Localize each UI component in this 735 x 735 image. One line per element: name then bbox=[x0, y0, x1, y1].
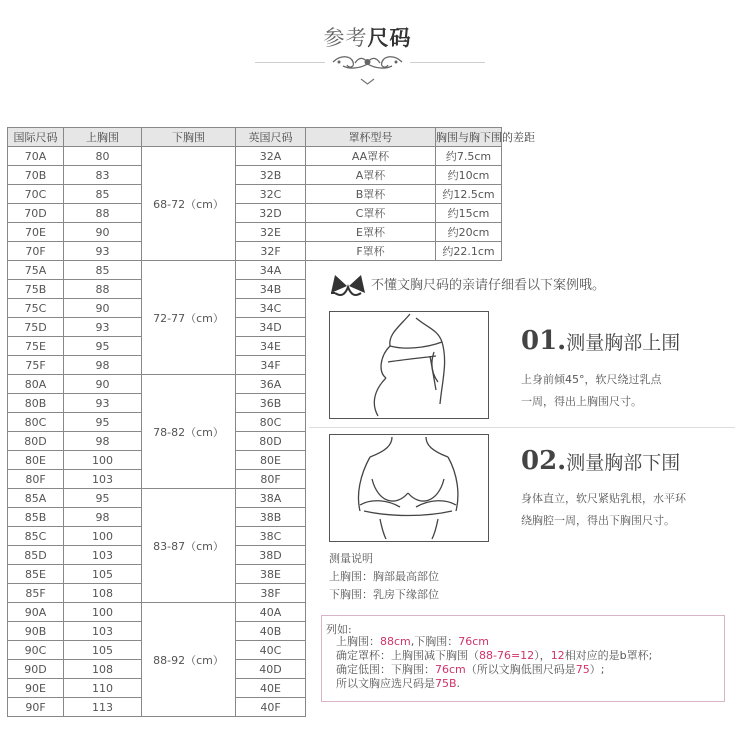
cell-bust: 93 bbox=[64, 318, 142, 337]
cell-intl-size: 75E bbox=[8, 337, 64, 356]
cell-bust: 100 bbox=[64, 451, 142, 470]
cell-bust: 90 bbox=[64, 299, 142, 318]
hint-text: 不懂文胸尺码的亲请仔细看以下案例哦。 bbox=[371, 278, 606, 293]
cell-cup-type: F罩杯 bbox=[306, 242, 436, 261]
cell-intl-size: 90E bbox=[8, 679, 64, 698]
cell-intl-size: 70E bbox=[8, 223, 64, 242]
illustration-upper-bust bbox=[329, 311, 489, 419]
cell-bust: 95 bbox=[64, 413, 142, 432]
cell-intl-size: 70A bbox=[8, 147, 64, 166]
underbust-range: 83-87 bbox=[153, 539, 186, 553]
cell-bust: 95 bbox=[64, 337, 142, 356]
cell-uk-size: 40A bbox=[236, 603, 306, 622]
cell-intl-size: 80A bbox=[8, 375, 64, 394]
table-header-row bbox=[8, 128, 502, 147]
cell-bust: 105 bbox=[64, 641, 142, 660]
header-intl-size: 国际尺码 bbox=[8, 128, 64, 147]
cell-bust: 90 bbox=[64, 223, 142, 242]
cell-intl-size: 85A bbox=[8, 489, 64, 508]
cell-uk-size: 38B bbox=[236, 508, 306, 527]
underbust-figure-icon bbox=[330, 435, 488, 541]
step1-heading: 测量胸部上围 bbox=[566, 332, 681, 354]
cell-intl-size: 90B bbox=[8, 622, 64, 641]
cell-difference: 约15cm bbox=[436, 204, 502, 223]
cell-difference: 约22.1cm bbox=[436, 242, 502, 261]
step2-title bbox=[521, 446, 680, 476]
example-l4-text2: . bbox=[456, 677, 461, 690]
cell-intl-size: 90A bbox=[8, 603, 64, 622]
example-l4-size: 75B bbox=[435, 677, 457, 690]
example-l3-band: 75 bbox=[575, 663, 590, 676]
cell-cup-type: AA罩杯 bbox=[306, 147, 436, 166]
cell-intl-size: 80B bbox=[8, 394, 64, 413]
bra-icon bbox=[329, 269, 367, 297]
cell-uk-size: 32C bbox=[236, 185, 306, 204]
page-title bbox=[0, 22, 735, 52]
cell-uk-size: 34D bbox=[236, 318, 306, 337]
cell-uk-size: 38F bbox=[236, 584, 306, 603]
example-l1-text: 上胸围： bbox=[336, 635, 380, 648]
ornament-icon bbox=[325, 52, 410, 88]
measurement-guide bbox=[309, 260, 735, 735]
cell-intl-size: 75B bbox=[8, 280, 64, 299]
cell-uk-size: 32B bbox=[236, 166, 306, 185]
notes-title: 测量说明 bbox=[329, 552, 373, 565]
cell-bust: 80 bbox=[64, 147, 142, 166]
header-difference: 胸围与胸下围的差距 bbox=[436, 128, 502, 147]
table-row bbox=[8, 242, 502, 261]
cell-bust: 113 bbox=[64, 698, 142, 717]
cell-underbust bbox=[142, 375, 236, 489]
cell-uk-size: 32A bbox=[236, 147, 306, 166]
cell-bust: 95 bbox=[64, 489, 142, 508]
cell-uk-size: 80D bbox=[236, 432, 306, 451]
cell-underbust bbox=[142, 603, 236, 717]
cell-uk-size: 38E bbox=[236, 565, 306, 584]
measurement-notes bbox=[329, 550, 439, 604]
example-l2-text: 确定罩杯：上胸围减下胸围（ bbox=[336, 649, 479, 662]
cell-uk-size: 32E bbox=[236, 223, 306, 242]
cell-bust: 85 bbox=[64, 185, 142, 204]
cell-bust: 85 bbox=[64, 261, 142, 280]
title-light: 参考 bbox=[323, 26, 368, 50]
example-l3-text: 确定低围：下胸围： bbox=[336, 663, 435, 676]
cell-intl-size: 85C bbox=[8, 527, 64, 546]
cell-bust: 108 bbox=[64, 660, 142, 679]
cell-bust: 90 bbox=[64, 375, 142, 394]
cell-underbust bbox=[142, 489, 236, 603]
step2-number: 02. bbox=[521, 446, 567, 476]
underbust-unit: （cm） bbox=[185, 539, 224, 553]
cell-intl-size: 70C bbox=[8, 185, 64, 204]
cell-bust: 100 bbox=[64, 527, 142, 546]
table-row bbox=[8, 204, 502, 223]
table-row bbox=[8, 185, 502, 204]
cell-intl-size: 75C bbox=[8, 299, 64, 318]
example-lines bbox=[336, 635, 652, 691]
cell-intl-size: 75A bbox=[8, 261, 64, 280]
header-uk-size: 英国尺码 bbox=[236, 128, 306, 147]
step1-number: 01. bbox=[521, 326, 567, 356]
section-divider bbox=[309, 427, 735, 428]
cell-uk-size: 32F bbox=[236, 242, 306, 261]
cell-intl-size: 80E bbox=[8, 451, 64, 470]
cell-bust: 83 bbox=[64, 166, 142, 185]
example-l4-text: 所以文胸应选尺码是 bbox=[336, 677, 435, 690]
cell-intl-size: 90D bbox=[8, 660, 64, 679]
cell-intl-size: 75D bbox=[8, 318, 64, 337]
underbust-unit: （cm） bbox=[185, 197, 224, 211]
cell-bust: 100 bbox=[64, 603, 142, 622]
underbust-unit: （cm） bbox=[185, 311, 224, 325]
cell-underbust bbox=[142, 261, 236, 375]
cell-uk-size: 34F bbox=[236, 356, 306, 375]
cell-intl-size: 85F bbox=[8, 584, 64, 603]
cell-intl-size: 75F bbox=[8, 356, 64, 375]
example-label: 列如: bbox=[326, 623, 352, 636]
step1-desc-line1: 上身前倾45°，软尺绕过乳点 bbox=[521, 373, 662, 386]
cell-uk-size: 40E bbox=[236, 679, 306, 698]
cell-intl-size: 70F bbox=[8, 242, 64, 261]
cell-intl-size: 80F bbox=[8, 470, 64, 489]
example-l3-text3: ）; bbox=[589, 663, 605, 676]
example-box bbox=[321, 615, 725, 702]
notes-line2: 下胸围：乳房下缘部位 bbox=[329, 588, 439, 601]
cell-uk-size: 40F bbox=[236, 698, 306, 717]
table-row bbox=[8, 223, 502, 242]
example-l1-text2: ,下胸围： bbox=[410, 635, 459, 648]
example-line4 bbox=[336, 677, 652, 691]
header-bust: 上胸围 bbox=[64, 128, 142, 147]
cell-cup-type: A罩杯 bbox=[306, 166, 436, 185]
cell-uk-size: 38C bbox=[236, 527, 306, 546]
cell-difference: 约20cm bbox=[436, 223, 502, 242]
cell-bust: 103 bbox=[64, 622, 142, 641]
cell-uk-size: 34B bbox=[236, 280, 306, 299]
illustration-underbust bbox=[329, 434, 489, 542]
cell-uk-size: 36A bbox=[236, 375, 306, 394]
example-l2-formula: 88-76=12 bbox=[479, 649, 535, 662]
cell-intl-size: 90F bbox=[8, 698, 64, 717]
cell-uk-size: 40B bbox=[236, 622, 306, 641]
cell-uk-size: 80E bbox=[236, 451, 306, 470]
step2-desc-line1: 身体直立，软尺紧贴乳根，水平环 bbox=[521, 492, 686, 505]
step1-desc-line2: 一周，得出上胸围尺寸。 bbox=[521, 395, 642, 408]
cell-intl-size: 85D bbox=[8, 546, 64, 565]
step1-description bbox=[521, 369, 662, 413]
example-l3-text2: （所以文胸低围尺码是 bbox=[465, 663, 576, 676]
example-l2-text2: ）， bbox=[534, 649, 551, 662]
title-bold: 尺码 bbox=[367, 26, 412, 50]
cell-uk-size: 38D bbox=[236, 546, 306, 565]
step1-title bbox=[521, 326, 680, 356]
example-l2-diff: 12 bbox=[550, 649, 565, 662]
example-l3-underbust: 76cm bbox=[435, 663, 466, 676]
cell-underbust bbox=[142, 147, 236, 261]
cell-uk-size: 80C bbox=[236, 413, 306, 432]
upper-bust-figure-icon bbox=[330, 312, 488, 418]
cell-intl-size: 70D bbox=[8, 204, 64, 223]
cell-bust: 88 bbox=[64, 280, 142, 299]
cell-cup-type: E罩杯 bbox=[306, 223, 436, 242]
cell-bust: 110 bbox=[64, 679, 142, 698]
table-row bbox=[8, 147, 502, 166]
cell-bust: 98 bbox=[64, 432, 142, 451]
cell-uk-size: 34C bbox=[236, 299, 306, 318]
cell-uk-size: 36B bbox=[236, 394, 306, 413]
underbust-range: 78-82 bbox=[153, 425, 186, 439]
cell-uk-size: 38A bbox=[236, 489, 306, 508]
underbust-unit: （cm） bbox=[185, 653, 224, 667]
table-row bbox=[8, 166, 502, 185]
example-l2-text3: 相对应的是b罩杯; bbox=[564, 649, 653, 662]
cell-intl-size: 85B bbox=[8, 508, 64, 527]
cell-bust: 93 bbox=[64, 242, 142, 261]
cell-bust: 98 bbox=[64, 508, 142, 527]
underbust-range: 72-77 bbox=[153, 311, 186, 325]
header-cup-type: 罩杯型号 bbox=[306, 128, 436, 147]
cell-intl-size: 70B bbox=[8, 166, 64, 185]
cell-uk-size: 34E bbox=[236, 337, 306, 356]
title-rule-left bbox=[255, 62, 325, 63]
notes-line1: 上胸围：胸部最高部位 bbox=[329, 570, 439, 583]
cell-intl-size: 80D bbox=[8, 432, 64, 451]
step2-desc-line2: 绕胸腔一周，得出下胸围尺寸。 bbox=[521, 514, 675, 527]
cell-difference: 约12.5cm bbox=[436, 185, 502, 204]
cell-uk-size: 34A bbox=[236, 261, 306, 280]
cell-difference: 约7.5cm bbox=[436, 147, 502, 166]
underbust-range: 68-72 bbox=[153, 197, 186, 211]
cell-bust: 103 bbox=[64, 470, 142, 489]
cell-uk-size: 40C bbox=[236, 641, 306, 660]
cell-bust: 98 bbox=[64, 356, 142, 375]
step2-heading: 测量胸部下围 bbox=[566, 452, 681, 474]
example-line1 bbox=[336, 635, 652, 649]
example-l1-bust: 88cm bbox=[380, 635, 411, 648]
cell-bust: 108 bbox=[64, 584, 142, 603]
example-l1-underbust: 76cm bbox=[458, 635, 490, 648]
underbust-range: 88-92 bbox=[153, 653, 186, 667]
cell-cup-type: B罩杯 bbox=[306, 185, 436, 204]
cell-intl-size: 85E bbox=[8, 565, 64, 584]
cell-bust: 103 bbox=[64, 546, 142, 565]
header-underbust: 下胸围 bbox=[142, 128, 236, 147]
cell-uk-size: 40D bbox=[236, 660, 306, 679]
title-rule-right bbox=[410, 62, 485, 63]
underbust-unit: （cm） bbox=[185, 425, 224, 439]
cell-intl-size: 80C bbox=[8, 413, 64, 432]
example-line3 bbox=[336, 663, 652, 677]
cell-difference: 约10cm bbox=[436, 166, 502, 185]
cell-uk-size: 80F bbox=[236, 470, 306, 489]
cell-cup-type: C罩杯 bbox=[306, 204, 436, 223]
cell-bust: 88 bbox=[64, 204, 142, 223]
cell-bust: 93 bbox=[64, 394, 142, 413]
cell-uk-size: 32D bbox=[236, 204, 306, 223]
example-line2 bbox=[336, 649, 652, 663]
step2-description bbox=[521, 488, 686, 532]
cell-bust: 105 bbox=[64, 565, 142, 584]
cell-intl-size: 90C bbox=[8, 641, 64, 660]
